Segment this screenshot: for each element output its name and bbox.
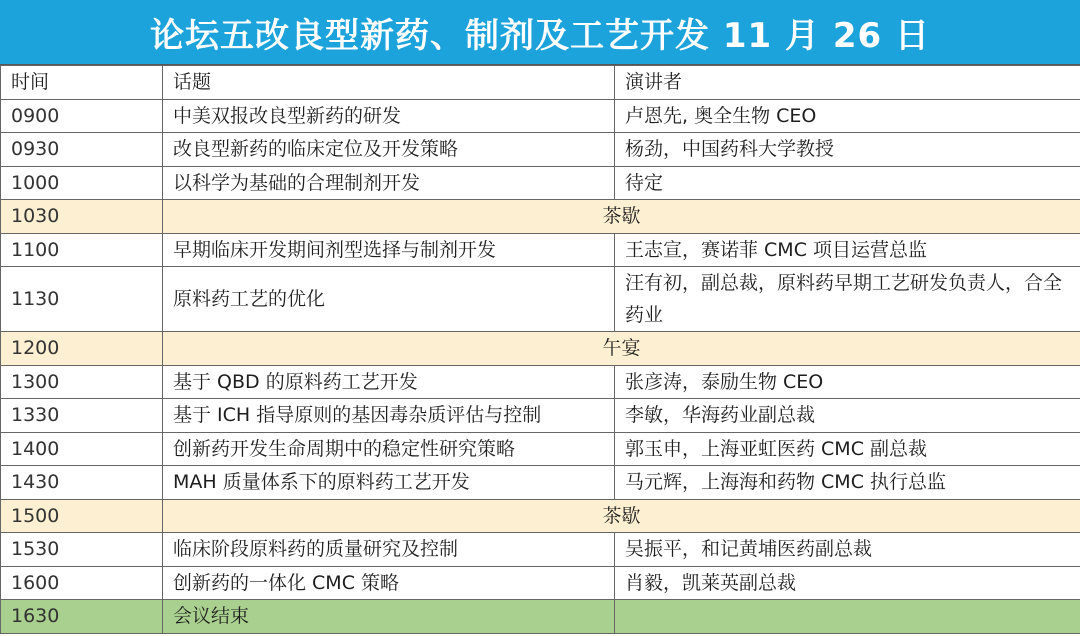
break-label: 茶歇 bbox=[163, 499, 1080, 533]
row-speaker: 郭玉申，上海亚虹医药 CMC 副总裁 bbox=[615, 432, 1080, 466]
schedule-table bbox=[0, 65, 1080, 634]
table-row bbox=[1, 432, 1080, 466]
row-time: 1000 bbox=[1, 166, 163, 200]
row-speaker: 杨劲，中国药科大学教授 bbox=[615, 133, 1080, 167]
row-topic: 早期临床开发期间剂型选择与制剂开发 bbox=[163, 233, 615, 267]
row-speaker: 马元辉，上海海和药物 CMC 执行总监 bbox=[615, 466, 1080, 500]
table-row bbox=[1, 133, 1080, 167]
row-topic: 会议结束 bbox=[163, 600, 615, 634]
row-topic: 原料药工艺的优化 bbox=[163, 267, 615, 332]
row-topic: 创新药的一体化 CMC 策略 bbox=[163, 566, 615, 600]
row-time: 1300 bbox=[1, 365, 163, 399]
row-time: 0900 bbox=[1, 99, 163, 133]
row-time: 1430 bbox=[1, 466, 163, 500]
row-time: 1400 bbox=[1, 432, 163, 466]
row-speaker: 吴振平，和记黄埔医药副总裁 bbox=[615, 533, 1080, 567]
row-time: 1130 bbox=[1, 267, 163, 332]
row-time: 0930 bbox=[1, 133, 163, 167]
lunch-label: 午宴 bbox=[163, 332, 1080, 366]
row-speaker: 张彦涛，泰励生物 CEO bbox=[615, 365, 1080, 399]
row-time: 1600 bbox=[1, 566, 163, 600]
row-time: 1530 bbox=[1, 533, 163, 567]
row-time: 1630 bbox=[1, 600, 163, 634]
row-topic: 临床阶段原料药的质量研究及控制 bbox=[163, 533, 615, 567]
row-time: 1200 bbox=[1, 332, 163, 366]
table-row bbox=[1, 399, 1080, 433]
row-topic: 以科学为基础的合理制剂开发 bbox=[163, 166, 615, 200]
row-speaker: 待定 bbox=[615, 166, 1080, 200]
row-topic: 基于 QBD 的原料药工艺开发 bbox=[163, 365, 615, 399]
row-topic: MAH 质量体系下的原料药工艺开发 bbox=[163, 466, 615, 500]
break-row bbox=[1, 200, 1080, 234]
row-time: 1330 bbox=[1, 399, 163, 433]
table-row bbox=[1, 365, 1080, 399]
row-speaker: 李敏，华海药业副总裁 bbox=[615, 399, 1080, 433]
lunch-row bbox=[1, 332, 1080, 366]
table-header-row bbox=[1, 66, 1080, 100]
row-time: 1030 bbox=[1, 200, 163, 234]
table-row bbox=[1, 99, 1080, 133]
table-row bbox=[1, 566, 1080, 600]
row-speaker: 卢恩先, 奥全生物 CEO bbox=[615, 99, 1080, 133]
header-time: 时间 bbox=[1, 66, 163, 100]
row-topic: 基于 ICH 指导原则的基因毒杂质评估与控制 bbox=[163, 399, 615, 433]
page-title: 论坛五改良型新药、制剂及工艺开发 11 月 26 日 bbox=[0, 0, 1080, 65]
row-speaker: 肖毅，凯莱英副总裁 bbox=[615, 566, 1080, 600]
table-row bbox=[1, 466, 1080, 500]
row-topic: 改良型新药的临床定位及开发策略 bbox=[163, 133, 615, 167]
row-topic: 创新药开发生命周期中的稳定性研究策略 bbox=[163, 432, 615, 466]
header-speaker: 演讲者 bbox=[615, 66, 1080, 100]
header-topic: 话题 bbox=[163, 66, 615, 100]
row-speaker: 王志宣，赛诺菲 CMC 项目运营总监 bbox=[615, 233, 1080, 267]
row-time: 1500 bbox=[1, 499, 163, 533]
table-row bbox=[1, 166, 1080, 200]
break-label: 茶歇 bbox=[163, 200, 1080, 234]
table-row bbox=[1, 233, 1080, 267]
row-topic: 中美双报改良型新药的研发 bbox=[163, 99, 615, 133]
row-time: 1100 bbox=[1, 233, 163, 267]
break-row bbox=[1, 499, 1080, 533]
closing-row bbox=[1, 600, 1080, 634]
row-speaker: 汪有初，副总裁，原料药早期工艺研发负责人，合全药业 bbox=[615, 267, 1080, 332]
table-row bbox=[1, 533, 1080, 567]
row-speaker bbox=[615, 600, 1080, 634]
table-row bbox=[1, 267, 1080, 332]
